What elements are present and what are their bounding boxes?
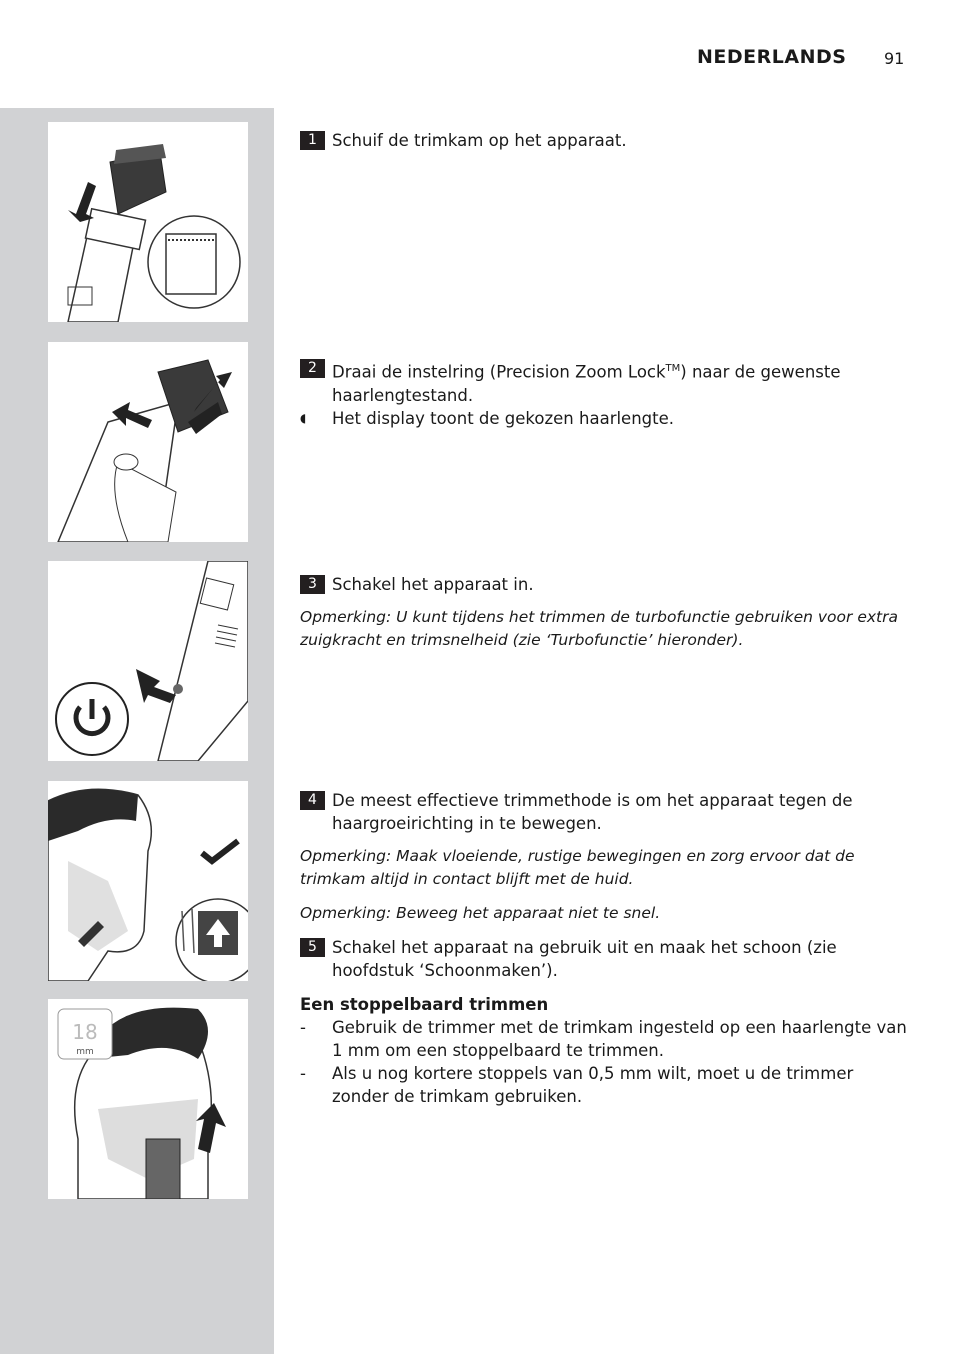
stubble-section bbox=[300, 993, 910, 1108]
panel-notch bbox=[248, 1003, 274, 1031]
step-text: Schuif de trimkam op het apparaat. bbox=[332, 131, 627, 150]
step-number-badge: 3 bbox=[300, 575, 325, 594]
stubble-beard-drawing bbox=[48, 999, 248, 1199]
step-number-badge: 1 bbox=[300, 131, 325, 150]
result-text: Het display toont de gekozen haarlengte. bbox=[332, 408, 675, 428]
power-on-drawing bbox=[48, 561, 248, 761]
note-text: Opmerking: U kunt tijdens het trimmen de turbofunctie gebruiken voor extra zuigkracht en trimsnelheid (zie ‘Turbofunctie’ hieronder). bbox=[300, 608, 898, 649]
step-number-badge: 2 bbox=[300, 359, 325, 378]
step-5 bbox=[300, 936, 910, 982]
step-3 bbox=[300, 573, 910, 652]
step-1 bbox=[300, 129, 910, 152]
display-unit: mm bbox=[76, 1047, 94, 1057]
list-item bbox=[300, 1062, 910, 1108]
trademark-superscript: TM bbox=[665, 363, 681, 374]
dash-icon: - bbox=[300, 1018, 306, 1037]
step-text: Schakel het apparaat in. bbox=[332, 575, 534, 594]
header-language: NEDERLANDS bbox=[697, 46, 847, 68]
illustration-attach-comb bbox=[48, 122, 248, 322]
step-text bbox=[332, 357, 910, 407]
panel-notch bbox=[248, 565, 274, 593]
step-4 bbox=[300, 789, 910, 982]
note-text: Opmerking: Beweeg het apparaat niet te snel. bbox=[300, 904, 661, 922]
attach-comb-drawing bbox=[48, 122, 248, 322]
illustration-zoom-ring bbox=[48, 342, 248, 542]
step-text-part: ) naar de gewenste haarlengtestand. bbox=[332, 362, 841, 405]
dash-icon: - bbox=[300, 1064, 306, 1083]
step-number-badge: 4 bbox=[300, 791, 325, 810]
illustration-trim-direction bbox=[48, 781, 248, 981]
list-item-text: Gebruik de trimmer met de trimkam ingesteld op een haarlengte van 1 mm om een stoppelbaard te trimmen. bbox=[332, 1018, 907, 1060]
panel-notch bbox=[248, 785, 274, 813]
list-item-text: Als u nog kortere stoppels van 0,5 mm wilt, moet u de trimmer zonder de trimkam gebruiken. bbox=[332, 1064, 854, 1106]
step-2 bbox=[300, 357, 910, 430]
page-number: 91 bbox=[884, 49, 905, 68]
list-item bbox=[300, 1016, 910, 1062]
step-text-part: Draai de instelring (Precision Zoom Lock bbox=[332, 362, 666, 382]
step-number-badge: 5 bbox=[300, 938, 325, 957]
trim-direction-drawing bbox=[48, 781, 248, 981]
display-value: 18 bbox=[72, 1020, 98, 1044]
section-heading: Een stoppelbaard trimmen bbox=[300, 995, 549, 1014]
note-text: Opmerking: Maak vloeiende, rustige bewegingen en zorg ervoor dat de trimkam altijd in contact blijft met de huid. bbox=[300, 847, 855, 888]
result-bullet-icon: ◖ bbox=[300, 410, 307, 425]
panel-notch bbox=[248, 346, 274, 374]
illustration-power-on bbox=[48, 561, 248, 761]
step-text: De meest effectieve trimmethode is om het apparaat tegen de haargroeirichting in te bewegen. bbox=[332, 791, 853, 833]
panel-notch bbox=[248, 126, 274, 154]
illustration-stubble-beard bbox=[48, 999, 248, 1199]
step-text: Schakel het apparaat na gebruik uit en maak het schoon (zie hoofdstuk ‘Schoonmaken’). bbox=[332, 938, 837, 980]
zoom-ring-drawing bbox=[48, 342, 248, 542]
